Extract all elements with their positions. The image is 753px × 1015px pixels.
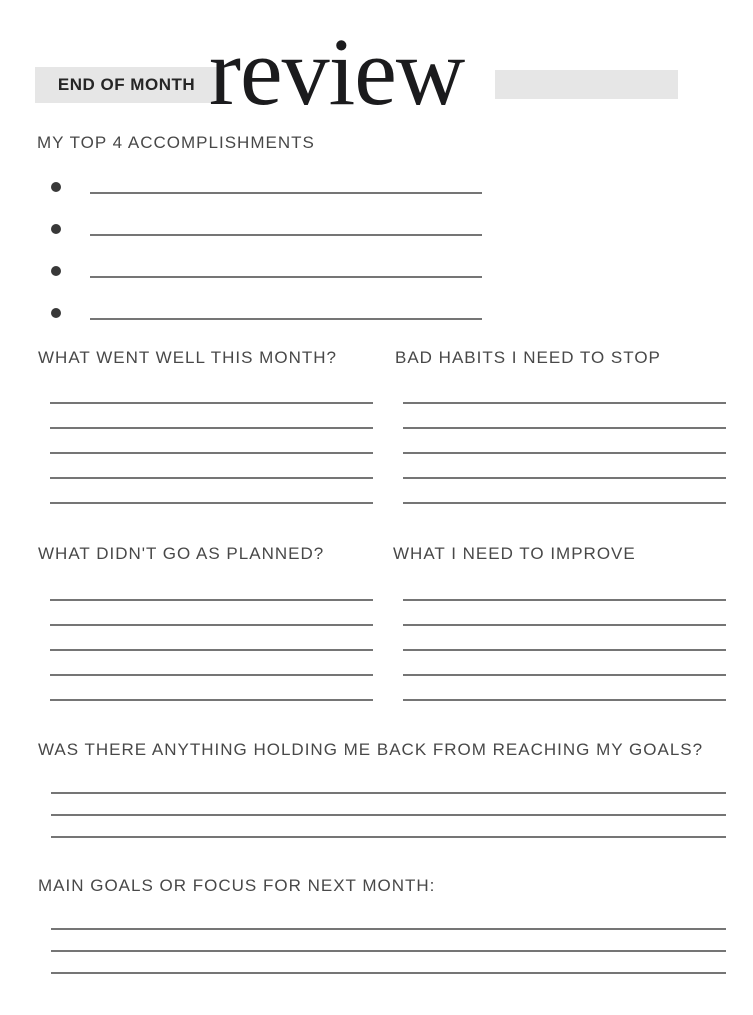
heading-went-well: WHAT WENT WELL THIS MONTH? — [38, 348, 337, 367]
bad-habits-lines — [403, 402, 726, 504]
heading-holding-back: WAS THERE ANYTHING HOLDING ME BACK FROM REACHING MY GOALS? — [38, 740, 704, 759]
write-in-line[interactable] — [403, 649, 726, 651]
write-in-line[interactable] — [403, 624, 726, 626]
write-in-line[interactable] — [50, 699, 373, 701]
page-title: review — [209, 18, 465, 125]
write-in-line[interactable] — [403, 452, 726, 454]
write-in-line[interactable] — [51, 928, 726, 930]
went-well-lines — [50, 402, 373, 504]
header-bar-left — [35, 67, 218, 103]
heading-main-goals: MAIN GOALS OR FOCUS FOR NEXT MONTH: — [38, 876, 436, 895]
write-in-line[interactable] — [50, 502, 373, 504]
write-in-line[interactable] — [90, 276, 482, 278]
holding-back-lines — [51, 792, 726, 838]
write-in-line[interactable] — [403, 402, 726, 404]
bullet-row — [51, 182, 482, 194]
heading-bad-habits: BAD HABITS I NEED TO STOP — [395, 348, 661, 367]
eyebrow-label: END OF MONTH — [57, 75, 196, 94]
improve-lines — [403, 599, 726, 701]
heading-not-planned: WHAT DIDN'T GO AS PLANNED? — [38, 544, 325, 563]
write-in-line[interactable] — [51, 836, 726, 838]
accomplishments-lines — [51, 182, 482, 350]
heading-improve: WHAT I NEED TO IMPROVE — [393, 544, 636, 563]
bullet-row — [51, 266, 482, 278]
write-in-line[interactable] — [403, 502, 726, 504]
main-goals-lines — [51, 928, 726, 974]
write-in-line[interactable] — [51, 792, 726, 794]
heading-accomplishments: MY TOP 4 ACCOMPLISHMENTS — [37, 133, 315, 152]
write-in-line[interactable] — [403, 599, 726, 601]
write-in-line[interactable] — [90, 318, 482, 320]
write-in-line[interactable] — [403, 699, 726, 701]
write-in-line[interactable] — [50, 402, 373, 404]
header-bar-right — [495, 70, 678, 99]
write-in-line[interactable] — [50, 624, 373, 626]
bullet-row — [51, 308, 482, 320]
not-planned-lines — [50, 599, 373, 701]
write-in-line[interactable] — [90, 234, 482, 236]
bullet-icon — [51, 224, 61, 234]
bullet-icon — [51, 182, 61, 192]
write-in-line[interactable] — [50, 452, 373, 454]
write-in-line[interactable] — [50, 477, 373, 479]
write-in-line[interactable] — [403, 427, 726, 429]
write-in-line[interactable] — [51, 972, 726, 974]
bullet-icon — [51, 308, 61, 318]
write-in-line[interactable] — [51, 814, 726, 816]
write-in-line[interactable] — [50, 649, 373, 651]
write-in-line[interactable] — [50, 599, 373, 601]
bullet-icon — [51, 266, 61, 276]
write-in-line[interactable] — [403, 674, 726, 676]
write-in-line[interactable] — [90, 192, 482, 194]
bullet-row — [51, 224, 482, 236]
write-in-line[interactable] — [50, 427, 373, 429]
write-in-line[interactable] — [50, 674, 373, 676]
write-in-line[interactable] — [51, 950, 726, 952]
write-in-line[interactable] — [403, 477, 726, 479]
